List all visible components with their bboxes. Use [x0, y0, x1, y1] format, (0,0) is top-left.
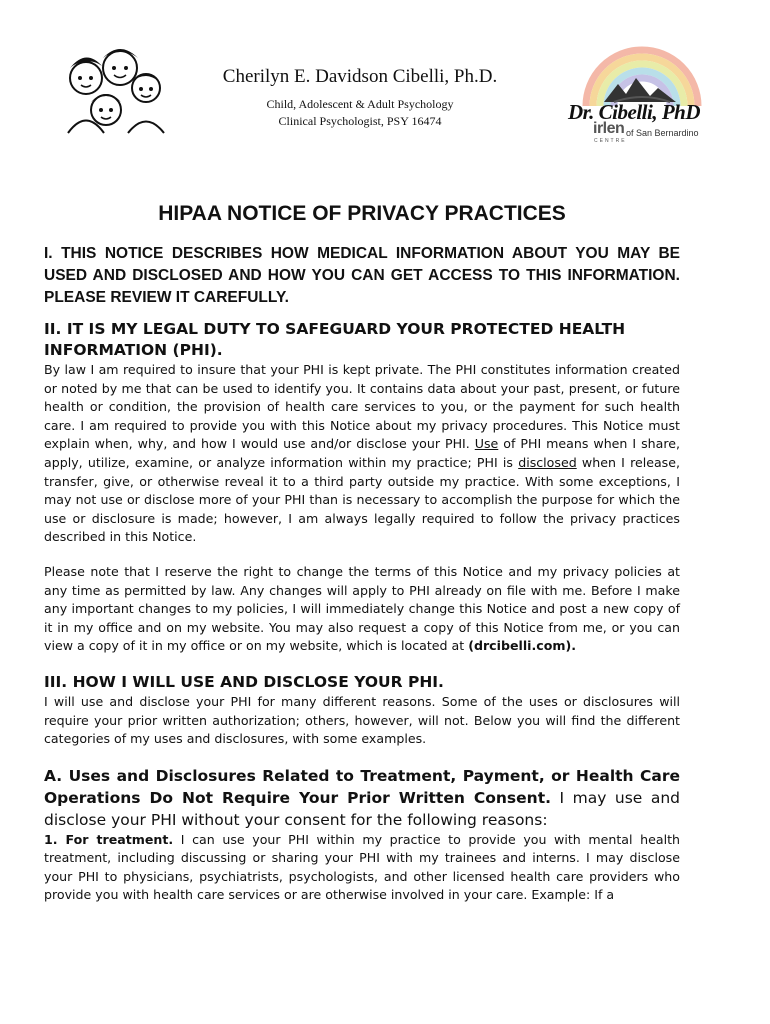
license: Clinical Psychologist, PSY 16474: [278, 114, 442, 128]
section-3-heading: III. HOW I WILL USE AND DISCLOSE YOUR PHI.: [44, 672, 444, 691]
irlen-location: of San Bernardino: [626, 128, 699, 138]
irlen-centre: CENTRE: [594, 138, 627, 144]
document-title: HIPAA NOTICE OF PRIVACY PRACTICES: [158, 202, 566, 225]
text-run: By law I am required to insure that your PHI is kept private. The PHI constitutes information created or noted by me that can be used to identify you. It contains data about your past, present, or future health or condition, the provision of health care services to you, or the payment for such health care. I am required to provide you with this Notice about my privacy procedures. This Notice must explain when, why, and how I would use and/or disclose your PHI.: [44, 362, 680, 452]
spacer: [44, 749, 680, 765]
term-use: Use: [474, 436, 499, 452]
section-a-heading: [44, 765, 680, 831]
section-a-intro: I may use and disclose your PHI without your consent for the following reasons:: [44, 788, 680, 829]
term-disclosed: disclosed: [518, 454, 577, 470]
section-1-heading: I. THIS NOTICE DESCRIBES HOW MEDICAL INFORMATION ABOUT YOU MAY BE USED AND DISCLOSED AND HOW YOU CAN GET ACCESS TO THIS INFORMATION. PLEASE REVIEW IT CAREFULLY.: [44, 245, 680, 306]
specialty: Child, Adolescent & Adult Psychology: [266, 97, 454, 111]
irlen-wordmark: irlen: [593, 120, 625, 137]
section-a-title: A. Uses and Disclosures Related to Treatment, Payment, or Health Care Operations Do Not Require Your Prior Written Consent.: [44, 766, 680, 807]
item-1-treatment: [44, 831, 680, 905]
brand-name: Dr. Cibelli, PhD: [568, 100, 701, 124]
notice-body: [44, 202, 680, 905]
section-2-heading: II. IT IS MY LEGAL DUTY TO SAFEGUARD YOUR PROTECTED HEALTH INFORMATION (PHI).: [44, 320, 626, 359]
section-2-paragraph-2: [44, 563, 680, 656]
item-1-text: I can use your PHI within my practice to provide you with mental health treatment, including discussing or sharing your PHI with my trainees and interns. I may disclose your PHI to physicians, psychiatrists, psychologists, and other licensed health care providers who provide you with health care services or are otherwise involved in your care. Example: If a: [44, 831, 680, 903]
section-2-paragraph-1: [44, 361, 680, 547]
spacer: [44, 547, 680, 563]
text-run: Please note that I reserve the right to change the terms of this Notice and my privacy policies at any time as permitted by law. Any changes will apply to PHI already on file with me. Before I make any important changes to my policies, I will immediately change this Notice and post a new copy of it in my office and on my website. You may also request a copy of this Notice from me, or you can view a copy of it in my office or on my website, which is located at: [44, 563, 680, 654]
text-run: of PHI means when I share, apply, utilize, examine, or analyze information within my practice; PHI is: [44, 436, 680, 470]
website-link[interactable]: (drcibelli.com).: [468, 638, 577, 654]
letterhead: [180, 66, 540, 130]
doctor-name: Cherilyn E. Davidson Cibelli, Ph.D.: [222, 66, 498, 87]
children-illustration-logo: [58, 38, 168, 138]
item-1-label: 1. For treatment.: [44, 831, 174, 847]
section-3-paragraph: I will use and disclose your PHI for many different reasons. Some of the uses or disclosures will require your prior written authorization; others, however, will not. Below you will find the different categories of my uses and disclosures, with some examples.: [44, 693, 680, 747]
spacer: [44, 656, 680, 672]
text-run: when I release, transfer, give, or otherwise reveal it to a third party outside my practice. With some exceptions, I may not use or disclose more of your PHI than is necessary to accomplish the purpose for which the use or disclosure is made; however, I am always legally required to follow the privacy practices described in this Notice.: [44, 454, 680, 545]
